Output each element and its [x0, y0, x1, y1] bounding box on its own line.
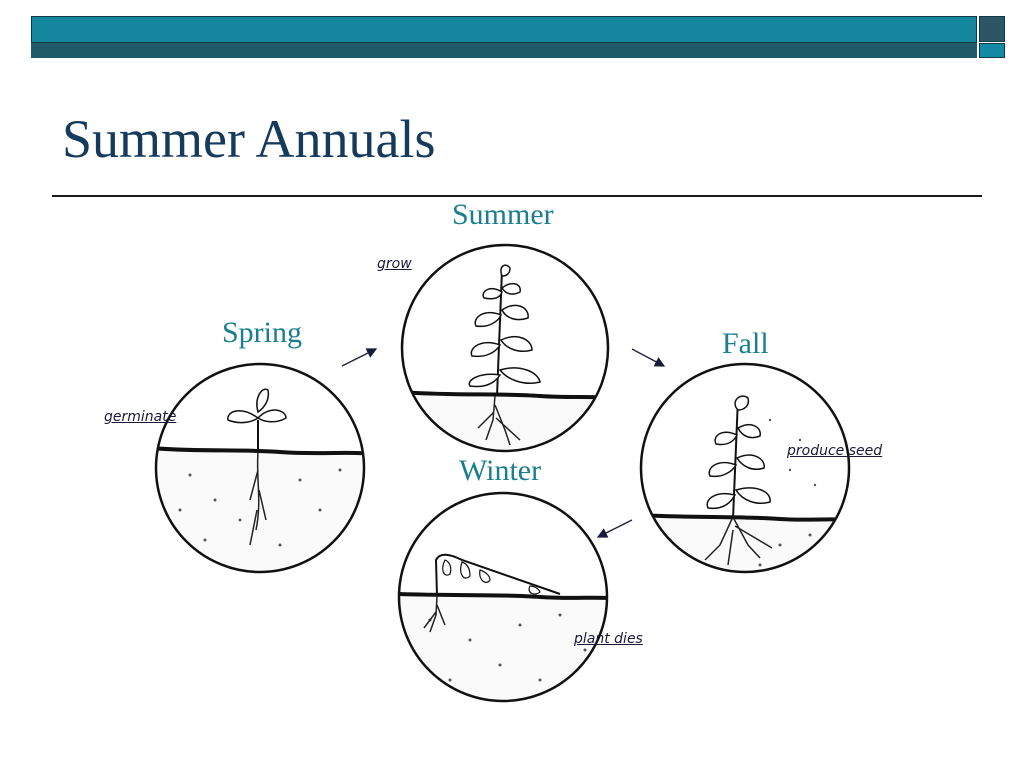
season-label-spring: Spring	[222, 316, 303, 349]
stage-note-germinate: germinate	[104, 409, 177, 425]
spring-panel	[150, 364, 372, 580]
slide-title: Summer Annuals	[62, 109, 436, 169]
arrow-fall-to-winter	[598, 520, 632, 537]
season-label-fall: Fall	[722, 327, 769, 360]
arrow-summer-to-fall	[632, 349, 664, 366]
stage-note-grow: grow	[377, 256, 412, 272]
winter-panel	[398, 493, 608, 710]
stage-note-produce-seed: produce seed	[787, 443, 883, 459]
fall-panel	[640, 364, 850, 580]
season-label-summer: Summer	[452, 198, 554, 231]
arrow-spring-to-summer	[342, 349, 376, 366]
summer-panel	[400, 245, 610, 455]
stage-note-plant-dies: plant dies	[574, 631, 643, 647]
season-label-winter: Winter	[459, 454, 542, 487]
